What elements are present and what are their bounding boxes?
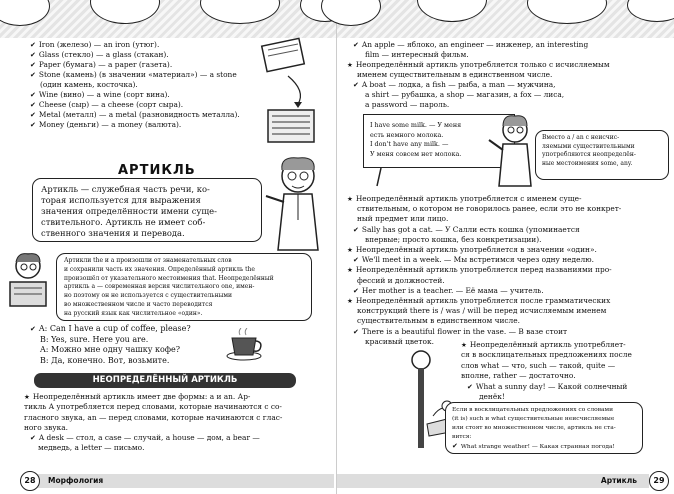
note-line: во множественном числе и часто переводится <box>64 300 213 308</box>
material-list <box>30 40 270 130</box>
rule-line: ✔ A boat — лодка, a fish — рыба, a man — мужчина, <box>347 80 667 90</box>
note-line: или стоят во множественном числе, артикль не ста- <box>452 425 616 431</box>
rule-line: film — интересный фильм. <box>365 50 469 59</box>
rule-line: конструкций there is / was / will be перед исчисляемым именем <box>357 306 607 316</box>
note-line: ✔ What strange weather! — Какая странная погода! <box>452 442 636 452</box>
definition-line: торая используется для выражения <box>41 195 201 205</box>
rule-line: ★ Неопределённый артикль употребляется после грамматических <box>347 296 669 306</box>
bubble-line: ляемыми существительными <box>542 142 635 150</box>
note-line: Артикли the и a произошли от знаменательных слов <box>64 257 232 264</box>
rule-line: ★ Неопределённый артикль имеет две формы: a и an. Ар- <box>24 392 324 402</box>
rule-line: ★ Неопределённый артикль употребляется только с исчисляемым <box>347 60 667 70</box>
rule-line: ✔ There is a beautiful flower in the vase. — В вазе стоит <box>347 327 669 337</box>
reading-boy-illustration <box>4 250 56 314</box>
countable-rules <box>347 40 667 110</box>
list-item: ✔ Metal (металл) — a metal (разновидность металла). <box>30 110 270 120</box>
sky-header <box>0 0 336 38</box>
rule-line: ного звука. <box>24 422 68 432</box>
note-line: артикль a — современная версия числительного one, имен- <box>64 283 255 291</box>
definition-line: ственного значения и перевода. <box>41 228 185 238</box>
rule-line: красивый цветок. <box>365 336 434 346</box>
exclamation-rules <box>461 340 673 402</box>
rule-line: именем существительным в единственном числе. <box>357 70 553 79</box>
dialogue-line: B: Да, конечно. Вот, возьмите. <box>40 355 170 365</box>
rule-line: ✔ Sally has got a cat. — У Салли есть кошка (упоминается <box>347 225 669 235</box>
rule-line: существительным в единственном числе. <box>357 316 520 326</box>
list-item: ✔ Wine (вино) — a wine (сорт вина). <box>30 90 270 100</box>
note-line: (it is) such и what существительные неисчисляемые <box>452 416 615 422</box>
rule-line: слов what — что, such — такой, quite — <box>461 360 616 370</box>
note-line: и сохранили часть их значения. Определённый артикль the <box>64 265 255 273</box>
board-line: У меня совсем нет молока. <box>370 149 462 158</box>
coffee-cup-icon <box>226 328 266 362</box>
list-item-cont: (один камень, косточка). <box>40 80 138 89</box>
bubble-line: употребляются неопределён- <box>542 151 636 159</box>
rule-line: гласного звука, an — перед словами, которые начинаются с глас- <box>24 412 283 422</box>
list-item: ✔ Glass (стекло) — a glass (стакан). <box>30 50 270 60</box>
section-title: АРТИКЛЬ <box>118 163 196 178</box>
rule-line: a shirt — рубашка, a shop — магазин, a fox — лиса, <box>365 90 565 99</box>
rule-line: медведь, a letter — письмо. <box>38 443 145 453</box>
rule-line: ✔ A desk — стол, a case — случай, a house — дом, a bear — <box>24 433 324 443</box>
list-item: ✔ Stone (камень) (в значении «материал») — a stone <box>30 70 270 80</box>
rule-line: тикль A употребляется перед словами, которые начинаются с со- <box>24 402 282 412</box>
rule-line: ★ Неопределённый артикль употребляет- <box>461 340 673 350</box>
indefinite-rules <box>24 392 324 454</box>
board-line: есть немного молока. <box>370 130 444 139</box>
rule-line: ★ Неопределённый артикль употребляется в значении «один». <box>347 245 669 255</box>
some-any-bubble <box>535 130 669 180</box>
bubble-line: ные местоимения some, any. <box>542 159 633 167</box>
list-item: ✔ Cheese (сыр) — a cheese (сорт сыра). <box>30 100 270 110</box>
rule-line: ✔ Her mother is a teacher. — Её мама — учитель. <box>347 286 669 296</box>
indefinite-article-banner: НЕОПРЕДЕЛЁННЫЙ АРТИКЛЬ <box>34 373 296 388</box>
footer-left: Морфология <box>28 474 334 488</box>
rule-line: впервые; просто кошка, без конкретизации). <box>365 234 542 244</box>
usage-rules <box>347 194 669 347</box>
list-item: ✔ Paper (бумага) — a paper (газета). <box>30 60 270 70</box>
uncountable-note-box <box>445 402 643 454</box>
definition-line: значения определённости имени суще- <box>41 206 217 216</box>
rule-line: фессий и должностей. <box>357 275 445 285</box>
list-item: ✔ Iron (железо) — an iron (утюг). <box>30 40 270 50</box>
note-line: вится: <box>452 434 472 440</box>
newspaper-icon <box>258 36 320 146</box>
rule-line: ствительным, о котором не говорилось ранее, если это не конкрет- <box>357 204 622 214</box>
dialogue-line: B: Yes, sure. Here you are. <box>40 334 149 344</box>
definition-line: ствительного. Артикль не имеет соб- <box>41 217 206 227</box>
rule-line: a password — пароль. <box>365 100 450 109</box>
dialogue <box>30 324 230 366</box>
footer-right: Артикль <box>337 474 649 488</box>
right-page <box>337 0 674 494</box>
rule-line: ✔ What a sunny day! — Какой солнечный <box>461 382 673 392</box>
list-item: ✔ Money (деньги) — a money (валюта). <box>30 120 270 130</box>
definition-box <box>32 178 262 242</box>
origin-note-box <box>56 253 312 321</box>
rule-line: ✔ We'll meet in a week. — Мы встретимся через одну неделю. <box>347 255 669 265</box>
note-line: но поэтому он не используется с существительными <box>64 292 233 300</box>
note-line: произошёл от указательного местоимения that. Неопределённый <box>64 274 274 282</box>
rule-line: денёк! <box>479 392 505 402</box>
note-line: на русский язык как числительное «один». <box>64 309 203 317</box>
rule-line: вполне, rather — достаточно. <box>461 371 576 381</box>
page-number-right: 29 <box>649 471 669 491</box>
definition-line: Артикль — служебная часть речи, ко- <box>41 184 210 194</box>
professor-illustration <box>262 150 330 260</box>
rule-line: ся в восклицательных предложениях после <box>461 350 632 360</box>
note-line: Если в восклицательных предложениях со словами <box>452 407 614 413</box>
rule-line: ✔ An apple — яблоко, an engineer — инженер, an interesting <box>347 40 667 50</box>
dialogue-line: ✔ A: Can I have a cup of coffee, please? <box>30 324 230 335</box>
page-number-left: 28 <box>20 471 40 491</box>
dialogue-line: A: Можно мне одну чашку кофе? <box>40 345 181 355</box>
rule-line: ★ Неопределённый артикль употребляется перед названиями про- <box>347 265 669 275</box>
bubble-line: Вместо a / an с неисчис- <box>542 134 620 141</box>
board-line: I don't have any milk. — <box>370 140 449 148</box>
sky-header <box>337 0 674 38</box>
rule-line: ★ Неопределённый артикль употребляется с именем суще- <box>347 194 669 204</box>
board-line: I have some milk. — У меня <box>370 121 462 129</box>
rule-line: ный предмет или лицо. <box>357 214 449 224</box>
